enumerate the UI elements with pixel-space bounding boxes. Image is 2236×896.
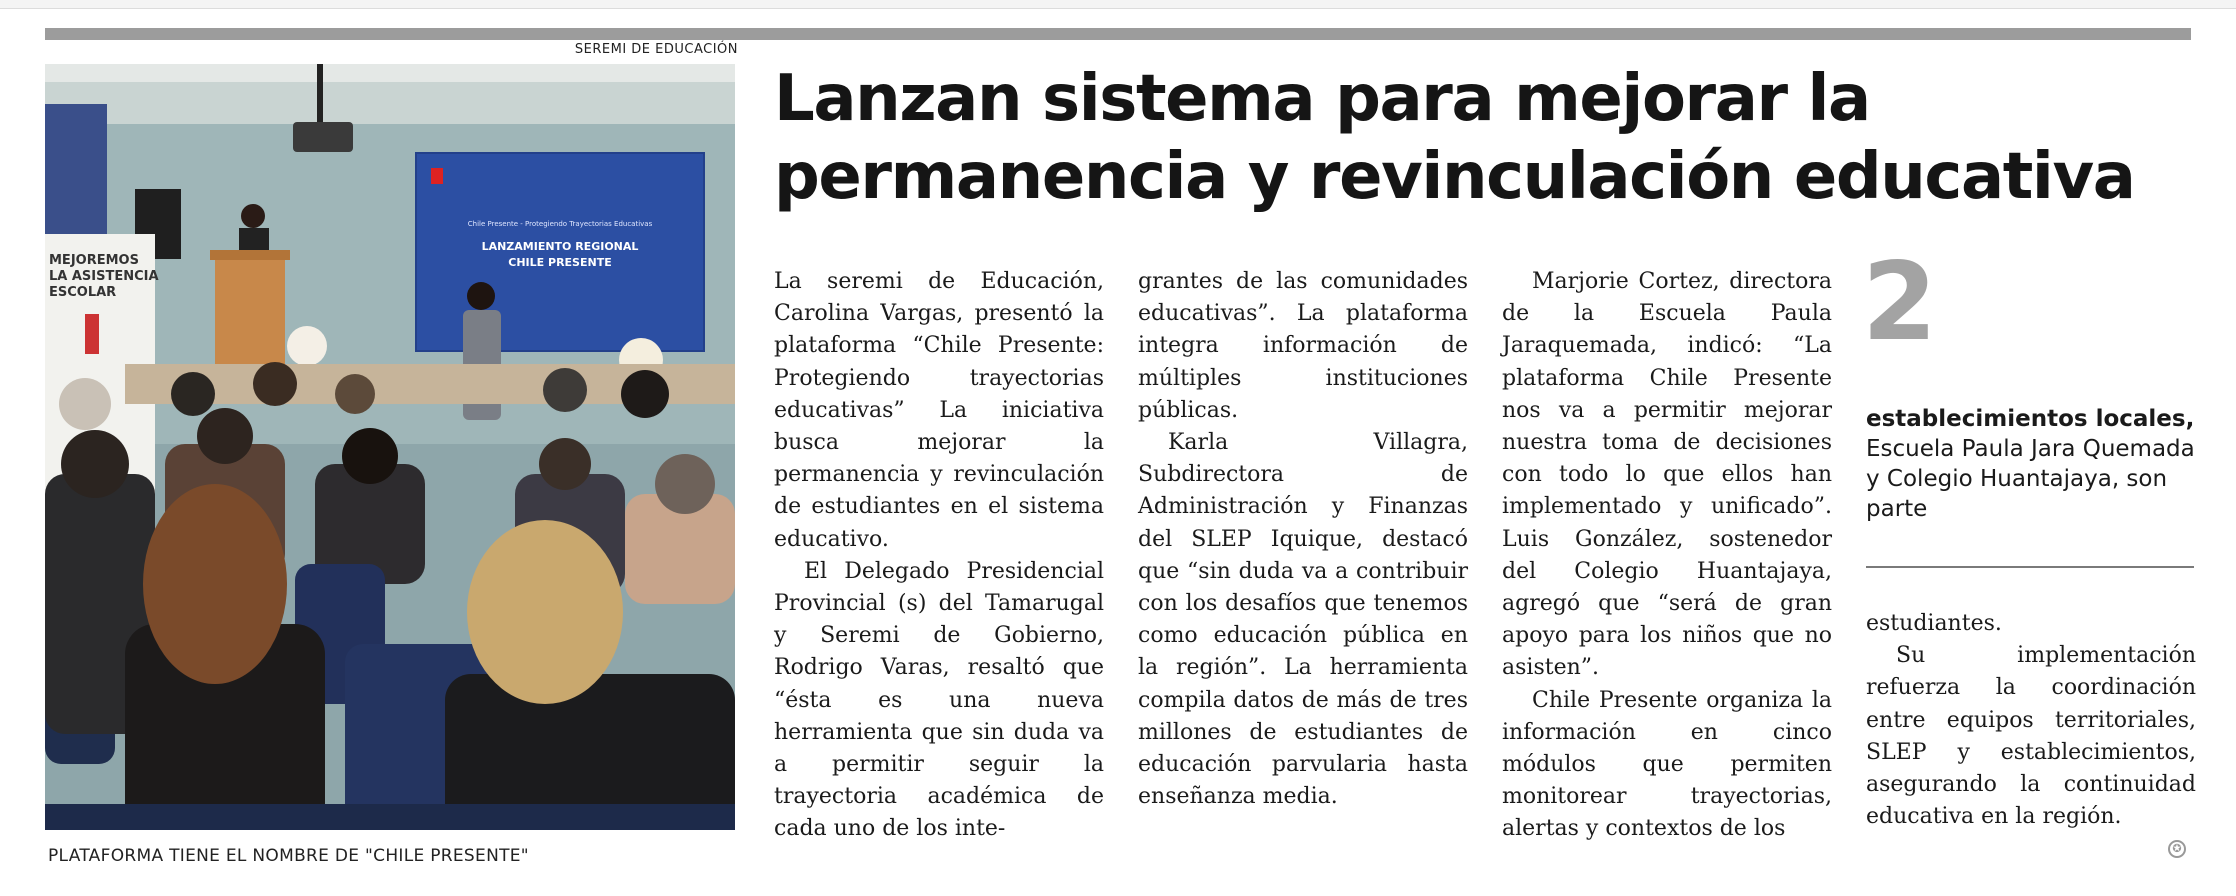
- paragraph: La seremi de Educación, Carolina Vargas, presentó la plataforma “Chile Presente: Protegiendo trayectorias educativas” La iniciativa busca mejorar la permanencia y revinculación de estudiantes en el sistema educativo.: [774, 269, 1104, 552]
- pullquote-text: [1866, 404, 2196, 524]
- banner-line-1: MEJOREMOS: [49, 253, 139, 268]
- screen-title-line2: CHILE PRESENTE: [508, 256, 612, 269]
- banner-line-3: ESCOLAR: [49, 285, 117, 300]
- article-column-2: [1138, 266, 1468, 813]
- screen-title-line1: LANZAMIENTO REGIONAL: [481, 240, 639, 253]
- article-column-4: [1866, 608, 2196, 833]
- event-photo: [45, 64, 735, 830]
- pullquote-bold: establecimientos locales,: [1866, 406, 2195, 432]
- paragraph: estudiantes.: [1866, 611, 2002, 636]
- paragraph: Su implementación refuerza la coordinación entre equipos territoriales, SLEP y establecimientos, asegurando la continuidad educativa en la región.: [1866, 643, 2196, 830]
- photo-credit: SEREMI DE EDUCACIÓN: [574, 42, 738, 57]
- headline: Lanzan sistema para mejorar la permanencia y revinculación educativa: [774, 62, 2135, 214]
- section-rule: [45, 28, 2191, 40]
- pullquote-rule: [1866, 566, 2194, 568]
- article-column-1: [774, 266, 1104, 846]
- paragraph: Chile Presente organiza la información en cinco módulos que permiten monitorear trayectorias, alertas y contextos de los: [1502, 687, 1832, 842]
- top-strip: [0, 0, 2236, 9]
- paragraph: grantes de las comunidades educativas”. La plataforma integra información de múltiples instituciones públicas.: [1138, 269, 1468, 423]
- paragraph: El Delegado Presidencial Provincial (s) del Tamarugal y Seremi de Gobierno, Rodrigo Varas, resaltó que “ésta es una nueva herramienta que sin duda va a permitir seguir la trayectoria académica de cada uno de los inte-: [774, 558, 1104, 842]
- paragraph: Karla Villagra, Subdirectora de Administración y Finanzas del SLEP Iquique, destacó que “sin duda va a contribuir con los desafíos que tenemos como educación pública en la región”. La herramienta compila datos de más de tres millones de estudiantes de educación parvularia hasta enseñanza media.: [1138, 430, 1468, 810]
- pullquote-number: 2: [1862, 240, 1938, 365]
- screen-subtitle: Chile Presente - Protegiendo Trayectorias Educativas: [467, 220, 653, 228]
- banner-line-2: LA ASISTENCIA: [49, 269, 159, 284]
- end-mark-icon: ✪: [2168, 840, 2186, 858]
- article-column-3: [1502, 266, 1832, 846]
- photo-caption: PLATAFORMA TIENE EL NOMBRE DE "CHILE PRESENTE": [48, 846, 529, 866]
- pullquote-rest: Escuela Paula Jara Quemada y Colegio Huantajaya, son parte: [1866, 436, 2195, 522]
- paragraph: Marjorie Cortez, directora de la Escuela Paula Jaraquemada, indicó: “La plataforma Chile Presente nos va a permitir mejorar nuestra toma de decisiones con todo lo que ellos han implementado y unificado”. Luis González, sostenedor del Colegio Huantajaya, agregó que “será de gran apoyo para los niños que no asisten”.: [1502, 269, 1832, 681]
